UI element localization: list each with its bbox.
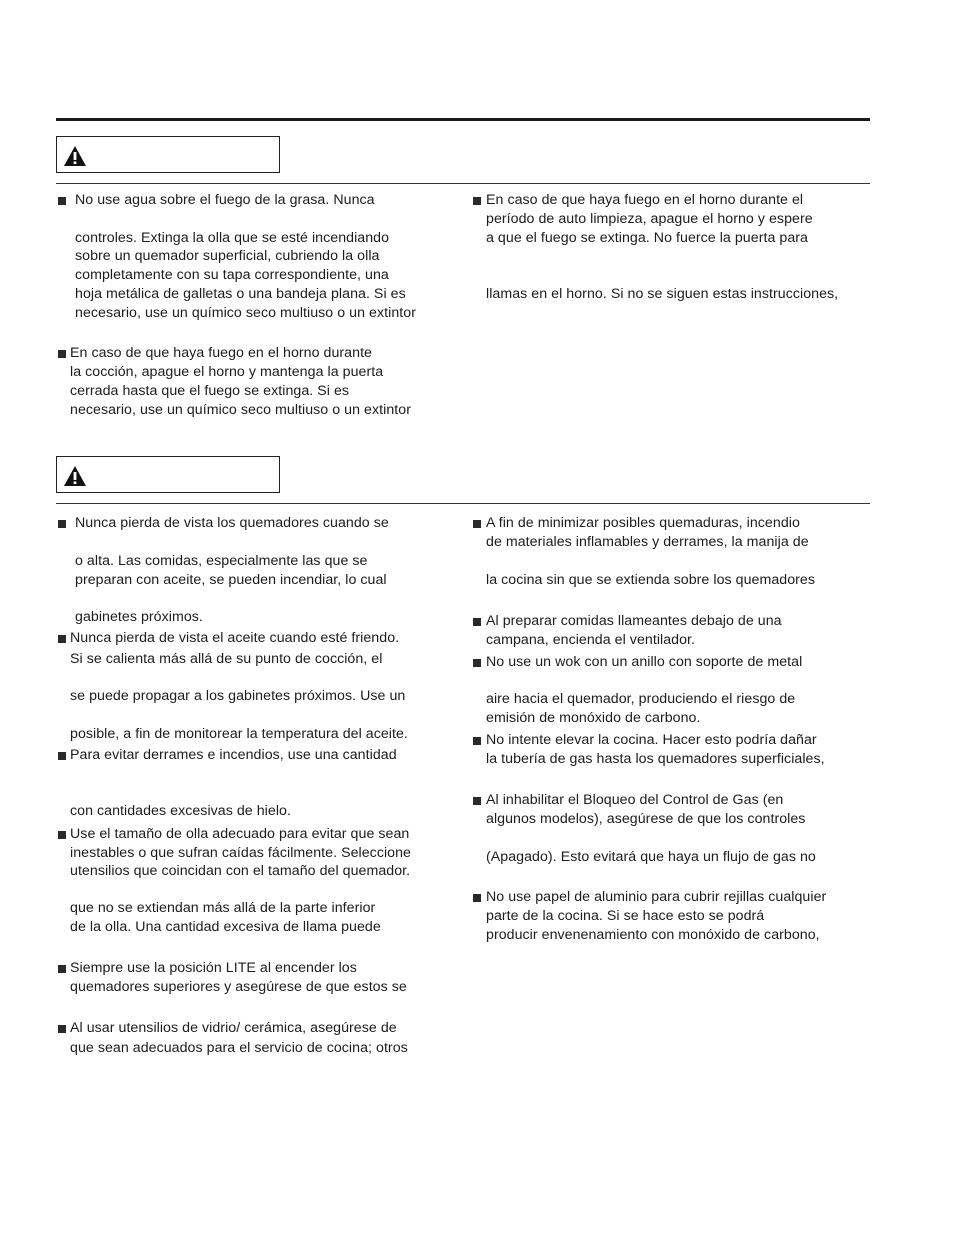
text-line: No intente elevar la cocina. Hacer esto podría dañar	[486, 732, 817, 748]
text-line: la tubería de gas hasta los quemadores superficiales,	[486, 751, 825, 767]
text-line: que sean adecuados para el servicio de cocina; otros	[70, 1040, 408, 1056]
text-line: cerrada hasta que el fuego se extinga. Si es	[70, 383, 350, 399]
warning-triangle-icon	[63, 145, 87, 167]
bullet-marker	[58, 350, 66, 358]
text-line: Al preparar comidas llameantes debajo de una	[486, 613, 782, 629]
top-rule	[56, 118, 870, 121]
text-line: No use papel de aluminio para cubrir rejillas cualquier	[486, 889, 827, 905]
text-line: completamente con su tapa correspondiente, una	[75, 267, 389, 283]
text-line: a que el fuego se extinga. No fuerce la puerta para	[486, 230, 808, 246]
text-line: la cocina sin que se extienda sobre los quemadores	[486, 572, 816, 588]
text-line: (Apagado). Esto evitará que haya un flujo de gas no	[486, 849, 816, 865]
text-line: utensilios que coincidan con el tamaño del quemador.	[70, 863, 411, 879]
section-divider	[56, 183, 870, 184]
text-line: sobre un quemador superficial, cubriendo la olla	[75, 248, 380, 264]
text-line: de materiales inflamables y derrames, la manija de	[486, 534, 809, 550]
text-line: No use agua sobre el fuego de la grasa. Nunca	[75, 192, 375, 208]
bullet-marker	[58, 197, 66, 205]
text-line: controles. Extinga la olla que se esté incendiando	[75, 230, 390, 246]
text-line: Si se calienta más allá de su punto de cocción, el	[70, 651, 383, 667]
text-line: de la olla. Una cantidad excesiva de llama puede	[70, 919, 381, 935]
text-line: A fin de minimizar posibles quemaduras, incendio	[486, 515, 800, 531]
text-line: inestables o que sufran caídas fácilmente. Seleccione	[70, 845, 411, 861]
text-line: parte de la cocina. Si se hace esto se podrá	[486, 908, 765, 924]
warning-label-box	[56, 456, 280, 493]
bullet-marker	[58, 1025, 66, 1033]
bullet-marker	[58, 831, 66, 839]
text-line: quemadores superiores y asegúrese de que estos se	[70, 979, 407, 995]
bullet-marker	[473, 197, 481, 205]
warning-label-box	[56, 136, 280, 173]
text-line: Al inhabilitar el Bloqueo del Control de Gas (en	[486, 792, 784, 808]
text-line: producir envenenamiento con monóxido de carbono,	[486, 927, 820, 943]
text-line: Nunca pierda de vista los quemadores cuando se	[75, 515, 389, 531]
text-line: En caso de que haya fuego en el horno durante el	[486, 192, 804, 208]
bullet-marker	[473, 797, 481, 805]
bullet-marker	[58, 635, 66, 643]
text-line: hoja metálica de galletas o una bandeja plana. Si es	[75, 286, 406, 302]
text-line: que no se extiendan más allá de la parte inferior	[70, 900, 376, 916]
text-line: No use un wok con un anillo con soporte de metal	[486, 654, 803, 670]
text-line: gabinetes próximos.	[75, 609, 203, 625]
bullet-marker	[58, 520, 66, 528]
text-line: preparan con aceite, se pueden incendiar, lo cual	[75, 572, 387, 588]
text-line: campana, encienda el ventilador.	[486, 632, 696, 648]
text-line: aire hacia el quemador, produciendo el riesgo de	[486, 691, 796, 707]
text-line: Al usar utensilios de vidrio/ cerámica, asegúrese de	[70, 1020, 397, 1036]
bullet-marker	[473, 618, 481, 626]
text-line: posible, a fin de monitorear la temperatura del aceite.	[70, 726, 408, 742]
text-line: algunos modelos), asegúrese de que los controles	[486, 811, 806, 827]
text-line: Siempre use la posición LITE al encender los	[70, 960, 357, 976]
text-line: con cantidades excesivas de hielo.	[70, 803, 291, 819]
bullet-marker	[58, 752, 66, 760]
text-line: Nunca pierda de vista el aceite cuando esté friendo.	[70, 630, 400, 646]
section-divider	[56, 503, 870, 504]
bullet-marker	[473, 737, 481, 745]
text-line: En caso de que haya fuego en el horno durante	[70, 345, 372, 361]
text-line: necesario, use un químico seco multiuso o un extintor	[70, 402, 411, 418]
text-line: se puede propagar a los gabinetes próximos. Use un	[70, 688, 406, 704]
text-line: necesario, use un químico seco multiuso o un extintor	[75, 305, 416, 321]
text-line: período de auto limpieza, apague el horno y espere	[486, 211, 813, 227]
text-line: llamas en el horno. Si no se siguen estas instrucciones,	[486, 286, 839, 302]
warning-triangle-icon	[63, 465, 87, 487]
bullet-marker	[473, 659, 481, 667]
text-line: o alta. Las comidas, especialmente las que se	[75, 553, 368, 569]
text-line: Para evitar derrames e incendios, use una cantidad	[70, 747, 397, 763]
bullet-marker	[58, 965, 66, 973]
bullet-marker	[473, 520, 481, 528]
text-line: la cocción, apague el horno y mantenga la puerta	[70, 364, 384, 380]
text-line: emisión de monóxido de carbono.	[486, 710, 701, 726]
text-line: Use el tamaño de olla adecuado para evitar que sean	[70, 826, 410, 842]
bullet-marker	[473, 894, 481, 902]
